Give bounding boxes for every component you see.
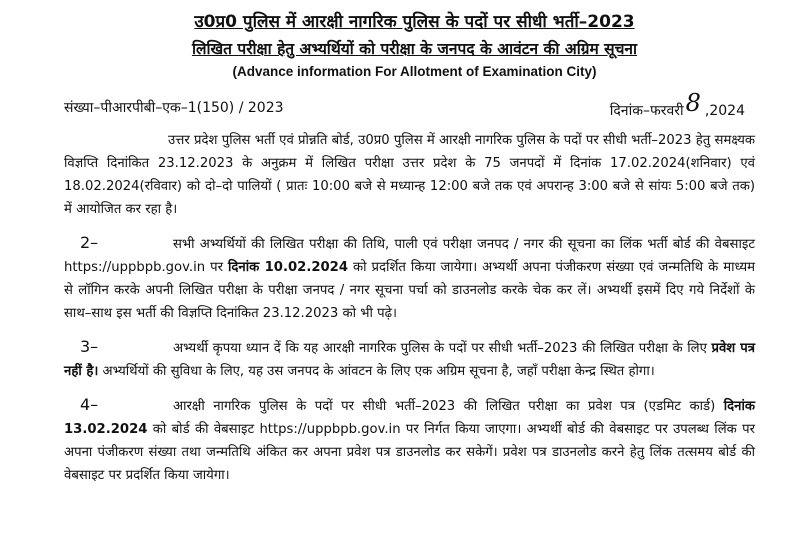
date-prefix: दिनांक–फरवरी bbox=[609, 103, 684, 119]
paragraph-4-text-b: को बोर्ड की वेबसाइट https://uppbpb.gov.in पर निर्गत किया जाएगा। अभ्यर्थी बोर्ड की वेबसाइट पर उपलब्ध लिंक पर अपना पंजीकरण संख्या तथा जन्मतिथि अंकित कर अपना प्रवेश पत्र डाउनलोड कर सकेगें। प्रवेश पत्र डाउनलोड करने हेतु लिंक तत्समय बोर्ड की वेबसाइट पर प्रदर्शित किया जायेगा। bbox=[64, 422, 755, 483]
paragraph-4-block bbox=[64, 395, 755, 487]
paragraph-2-text-b: को प्रदर्शित किया जायेगा। अभ्यर्थी अपना पंजीकरण संख्या एवं जन्मतिथि के माध्यम से लॉगिन करके अपनी लिखित परीक्षा के परीक्षा जनपद / नगर सूचना पर्चा को डाउनलोड करके चेक कर लें। अभ्यर्थी इसमें दिए गये निर्देशों के साथ–साथ इस भर्ती की विज्ञप्ति दिनांकित 23.12.2023 को भी पढ़े। bbox=[64, 260, 755, 321]
paragraph-2-bold: दिनांक 10.02.2024 bbox=[227, 260, 349, 275]
notice-page bbox=[0, 8, 795, 535]
reference-row bbox=[64, 89, 755, 121]
paragraph-3-block bbox=[64, 337, 755, 383]
paragraph-2-text-a: सभी अभ्यर्थियों की लिखित परीक्षा की तिथि, पाली एवं परीक्षा जनपद / नगर की सूचना का लिंक भर्ती बोर्ड की वेबसाइट https://uppbpb.gov.in पर bbox=[64, 237, 755, 275]
notice-subtitle: लिखित परीक्षा हेतु अभ्यर्थियों को परीक्षा के जनपद के आवंटन की अग्रिम सूचना bbox=[191, 40, 638, 58]
paragraph-4-bold: दिनांक 13.02.2024 bbox=[64, 399, 755, 437]
handwritten-date: 8 bbox=[685, 89, 701, 117]
paragraph-1: उत्तर प्रदेश पुलिस भर्ती एवं प्रोन्नति बोर्ड, उ0प्र0 पुलिस में आरक्षी नागरिक पुलिस के पदों पर सीधी भर्ती–2023 हेतु समक्ष्यक विज्ञप्ति दिनांकित 23.12.2023 के अनुक्रम में लिखित परीक्षा उत्तर प्रदेश के 75 जनपदों में दिनांक 17.02.2024(शनिवार) एवं 18.02.2024(रविवार) को दो–दो पालियों ( प्रातः 10:00 बजे से मध्यान्ह 12:00 बजे तक एवं अपरान्ह 3:00 बजे से सांयः 5:00 बजे तक) में आयोजित कर रहा है। bbox=[64, 133, 755, 217]
paragraph-number: 2– bbox=[80, 233, 99, 252]
paragraph-4 bbox=[64, 395, 755, 487]
paragraph-2 bbox=[64, 233, 755, 325]
paragraph-3-bold: प्रवेश पत्र नहीं है। bbox=[64, 341, 755, 379]
paragraph-number: 3– bbox=[80, 337, 99, 356]
paragraph-number: 4– bbox=[80, 395, 99, 414]
date-suffix: ,2024 bbox=[704, 103, 745, 119]
paragraph-3-text-a: अभ्यर्थी कृपया ध्यान दें कि यह आरक्षी नागरिक पुलिस के पदों पर सीधी भर्ती–2023 की लिखित परीक्षा के लिए bbox=[173, 341, 712, 356]
notice-title: उ0प्र0 पुलिस में आरक्षी नागरिक पुलिस के पदों पर सीधी भर्ती–2023 bbox=[194, 12, 635, 32]
reference-number: संख्या–पीआरपीबी–एक–1(150) / 2023 bbox=[64, 100, 284, 116]
paragraph-3-text-b: अभ्यर्थियों की सुविधा के लिए, यह उस जनपद के आंवटन के लिए एक अग्रिम सूचना है, जहॉं परीक्षा केन्द्र स्थित होगा। bbox=[98, 364, 655, 379]
paragraph-2-block bbox=[64, 233, 755, 325]
paragraph-3 bbox=[64, 337, 755, 383]
paragraph-4-text-a: आरक्षी नागरिक पुलिस के पदों पर सीधी भर्ती–2023 की लिखित परीक्षा का प्रवेश पत्र (एडमिट कार्ड) bbox=[173, 399, 724, 414]
notice-english-subtitle: (Advance information For Allotment of Examination City) bbox=[232, 64, 597, 79]
reference-date bbox=[609, 89, 745, 121]
